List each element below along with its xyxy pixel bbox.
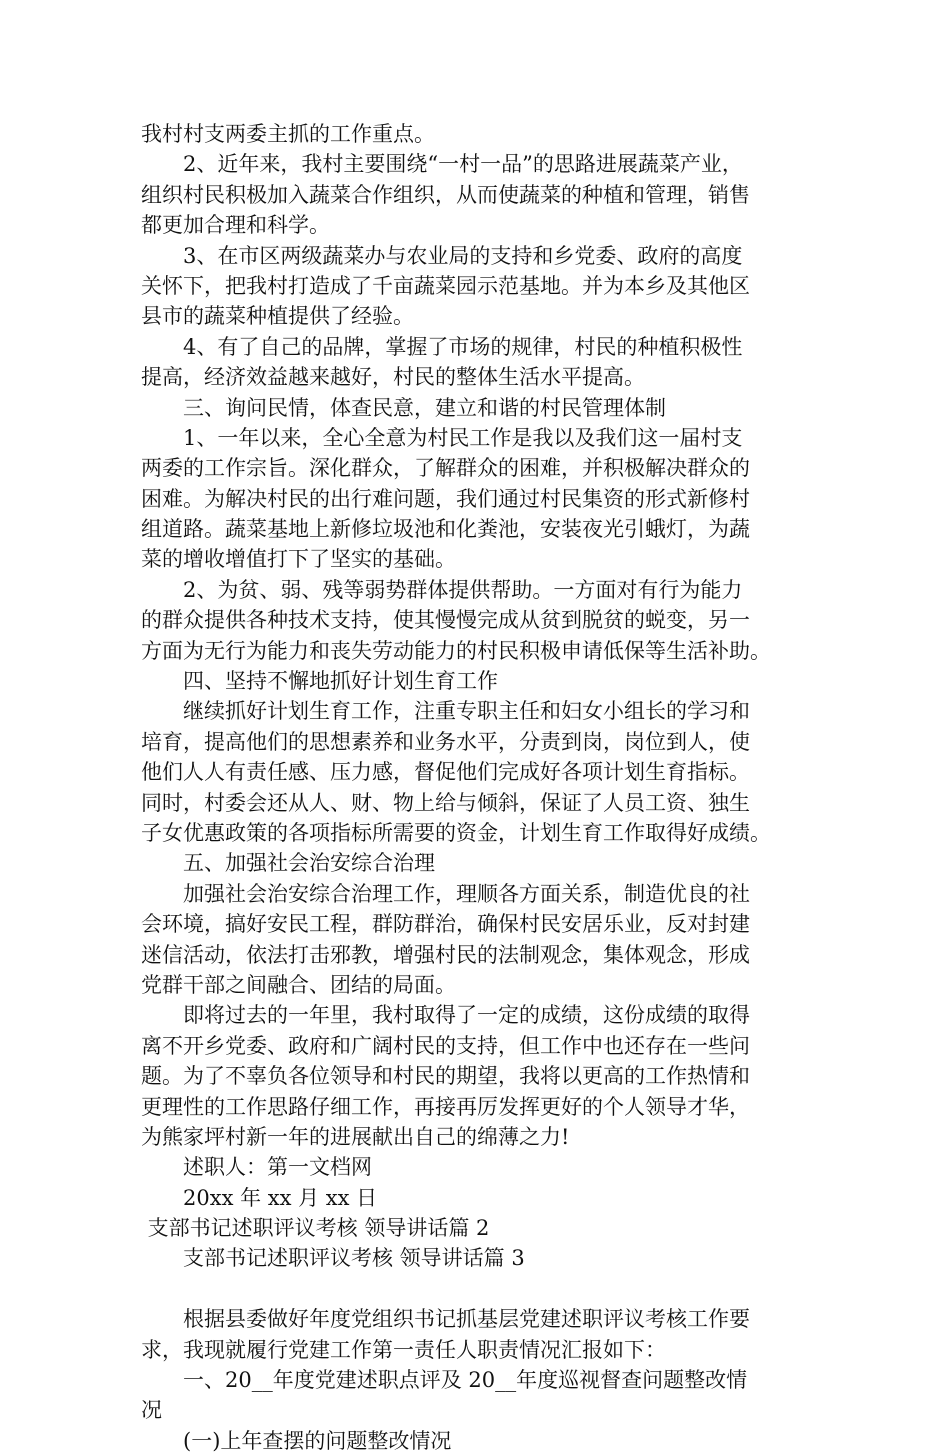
text-line: 他们人人有责任感、压力感，督促他们完成好各项计划生育指标。 bbox=[141, 760, 750, 785]
text-line: 迷信活动，依法打击邪教，增强村民的法制观念，集体观念，形成 bbox=[141, 942, 750, 967]
text-line: 培育，提高他们的思想素养和业务水平，分责到岗，岗位到人，使 bbox=[141, 729, 750, 754]
text-line: 方面为无行为能力和丧失劳动能力的村民积极申请低保等生活补助。 bbox=[141, 638, 771, 663]
text-line: 组织村民积极加入蔬菜合作组织，从而使蔬菜的种植和管理，销售 bbox=[141, 182, 750, 207]
text-line: 提高，经济效益越来越好，村民的整体生活水平提高。 bbox=[141, 365, 645, 390]
text-line: 求，我现就履行党建工作第一责任人职责情况汇报如下： bbox=[141, 1337, 666, 1362]
text-line: 两委的工作宗旨。深化群众，了解群众的困难，并积极解决群众的 bbox=[141, 456, 750, 481]
text-line: 加强社会治安综合治理工作，理顺各方面关系，制造优良的社 bbox=[141, 881, 750, 906]
text-line: 组道路。蔬菜基地上新修垃圾池和化粪池，安装夜光引蛾灯，为蔬 bbox=[141, 517, 750, 542]
blank-line bbox=[141, 1274, 811, 1304]
text-line: 的群众提供各种技术支持，使其慢慢完成从贫到脱贫的蜕变，另一 bbox=[141, 608, 750, 633]
signature-line: 述职人：第一文档网 bbox=[141, 1155, 372, 1180]
text-line: 党群干部之间融合、团结的局面。 bbox=[141, 972, 456, 997]
text-line: 菜的增收增值打下了坚实的基础。 bbox=[141, 547, 456, 572]
text-line: 为熊家坪村新一年的进展献出自己的绵薄之力! bbox=[141, 1124, 570, 1149]
text-line: 我村村支两委主抓的工作重点。 bbox=[141, 122, 435, 146]
text-line: 困难。为解决村民的出行难问题，我们通过村民集资的形式新修村 bbox=[141, 486, 750, 511]
text-line: 同时，村委会还从人、财、物上给与倾斜，保证了人员工资、独生 bbox=[141, 790, 750, 815]
text-line: 离不开乡党委、政府和广阔村民的支持，但工作中也还存在一些问 bbox=[141, 1033, 750, 1058]
text-line: 根据县委做好年度党组织书记抓基层党建述职评议考核工作要 bbox=[141, 1307, 750, 1332]
text-line: 县市的蔬菜种植提供了经验。 bbox=[141, 304, 414, 329]
article-title: 支部书记述职评议考核 领导讲话篇 2 bbox=[141, 1216, 490, 1241]
date-line: 20xx 年 xx 月 xx 日 bbox=[141, 1185, 378, 1210]
text-line: 3、在市区两级蔬菜办与农业局的支持和乡党委、政府的高度 bbox=[141, 243, 743, 268]
text-line: 1、一年以来，全心全意为村民工作是我以及我们这一届村支 bbox=[141, 425, 743, 450]
section-heading: 况 bbox=[141, 1398, 162, 1423]
text-line: 会环境，搞好安民工程，群防群治，确保村民安居乐业，反对封建 bbox=[141, 912, 750, 937]
section-heading: 一、20__年度党建述职点评及 20__年度巡视督查问题整改情 bbox=[141, 1368, 748, 1393]
text-line: 2、近年来，我村主要围绕“一村一品”的思路进展蔬菜产业， bbox=[141, 152, 743, 177]
text-line: 继续抓好计划生育工作，注重专职主任和妇女小组长的学习和 bbox=[141, 699, 750, 724]
subsection-heading: (一)上年查摆的问题整改情况 bbox=[141, 1428, 452, 1453]
text-line: 都更加合理和科学。 bbox=[141, 213, 330, 238]
text-line: 4、有了自己的品牌，掌握了市场的规律，村民的种植积极性 bbox=[141, 334, 743, 359]
text-line: 更理性的工作思路仔细工作，再接再厉发挥更好的个人领导才华， bbox=[141, 1094, 750, 1119]
article-title: 支部书记述职评议考核 领导讲话篇 3 bbox=[141, 1246, 525, 1271]
text-line: 关怀下，把我村打造成了千亩蔬菜园示范基地。并为本乡及其他区 bbox=[141, 273, 750, 298]
section-heading: 四、坚持不懈地抓好计划生育工作 bbox=[141, 669, 498, 694]
section-heading: 三、询问民情，体查民意，建立和谐的村民管理体制 bbox=[141, 395, 666, 420]
text-line: 2、为贫、弱、残等弱势群体提供帮助。一方面对有行为能力 bbox=[141, 577, 743, 602]
section-heading: 五、加强社会治安综合治理 bbox=[141, 851, 435, 876]
document-body bbox=[141, 119, 811, 1456]
text-line: 题。为了不辜负各位领导和村民的期望，我将以更高的工作热情和 bbox=[141, 1064, 750, 1089]
text-line: 子女优惠政策的各项指标所需要的资金，计划生育工作取得好成绩。 bbox=[141, 820, 771, 845]
text-line: 即将过去的一年里，我村取得了一定的成绩，这份成绩的取得 bbox=[141, 1003, 750, 1028]
